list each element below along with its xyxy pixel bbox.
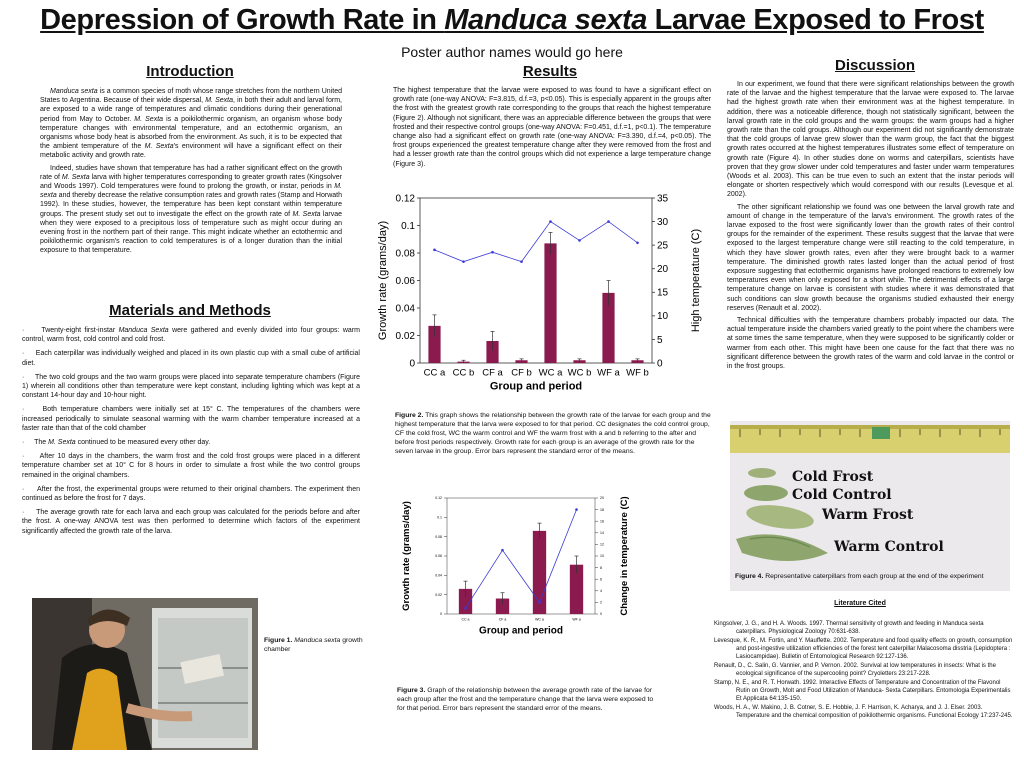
y2-tick-label: 12 (600, 542, 604, 547)
discussion-text: In our experiment, we found that there were significant relationships between the growth rate of the larvae and the highest temperature that the larvae were exposed to. The larvae had the highest growth rate when their environment was at the highest temperature. In addition, there was a noticeable difference, though not statistically significant, between the larval growth rate in the cold groups and the warm groups: the warm groups had a higher growth rate than the cold groups. Although our experiment did not significantly demonstrate that the cold groups of larvae grew slower than the warm group, the fact that the biggest growth rates occurred at the highest temperatures illustrates some effect of temperature on growth rate (Figure 4). In other studies done on worms and caterpillars, scientists have proven that they grow slower under cold temperatures and faster under warm temperatures (Woods et al. 2003). This can be true even to such an extent that the instar periods will elongate or shorten respectively which would correspond with our results (Levesque et al. 2002). The other significant relationship we found was one between the larval growth rate and amount of change in the temperature of the larva's environment. The growth rates of the larvae exposed to the frost were significantly lower than the growth rates of their control groups for the remainder of the experiment. These results suggest that the larvae that were exposed to the largest temperature change were still reacting to the cold temperature, in which they have slower growth rates, even after they were brought back to a warmer temperature. The diminished growth rates lasted longer than the actual period of frost exposure suggesting that ectothermic organisms have prolonged reactions to extremely low temperatures even when only exposed for a short while. The detrimental effects of a large temperature change on larvae is consistent with studies where it was demonstrated that such conditions can slow growth because the organisms studied exhausted their energy reserves (Renault et al. 2002). Technical difficulties with the temperature chambers probably impacted our data. The actual temperature inside the chambers varied greatly to the point where the chambers were at some times the same temperature, when they were supposed to be significantly colder or warmer from each other. This might have been one cause for the fact that there was no significant difference between the growth rates of the warm and cold larvae in the control or in the frost groups. (727, 81, 1014, 371)
temperature-point (520, 260, 523, 263)
y-tick-label: 0.08 (435, 534, 442, 539)
figure-3-chart (395, 494, 650, 670)
x-axis-label: Group and period (489, 380, 583, 393)
y-tick-label: 0 (440, 612, 442, 617)
plot-area (420, 198, 652, 363)
y2-tick-label: 10 (600, 554, 604, 559)
methods-item: · The average growth rate for each larva and each group was calculated for the periods before and after the frost. A one-way ANOVA test was then performed to determine which factors of the experiment significantly affected the growth rate of the larva. (22, 509, 360, 535)
y-axis-label: Growth rate (grams/day) (377, 220, 389, 341)
temperature-point (575, 508, 578, 511)
methods-item: · Each caterpillar was individually weighed and placed in its own plastic cup with a small cube of artificial diet. (22, 350, 360, 367)
discussion-heading: Discussion (834, 57, 916, 74)
x-tick-label: WC b (567, 367, 592, 379)
temperature-point (549, 220, 552, 223)
y2-tick-label: 2 (600, 600, 602, 605)
photo-label-cold-control: Cold Control (792, 487, 892, 503)
figure-3-caption: Figure 3. Graph of the relationship between the average growth rate of the larvae for each group after the frost and the temperature change that the larva were exposed to for that period. Error bars represent the standard error of the means. (397, 687, 654, 712)
x-tick-label: CC a (423, 367, 446, 379)
y2-tick-label: 14 (600, 530, 604, 535)
y2-tick-label: 5 (657, 334, 663, 346)
y-tick-label: 0.06 (435, 554, 442, 559)
y2-tick-label: 20 (657, 264, 669, 276)
y2-tick-label: 6 (600, 577, 602, 582)
y-tick-label: 0.12 (395, 193, 415, 205)
temperature-point (491, 251, 494, 254)
results-heading: Results (522, 63, 578, 80)
temperature-point (462, 260, 465, 263)
y-tick-label: 0.1 (401, 220, 415, 232)
results-text: The highest temperature that the larvae were exposed to was found to have a significant effect on growth rate (one-way ANOVA: F=3.815, d.f.=3, p<0.05). This is especially apparent in the groups after the frost with the greatest growth rate corresponding to the groups that reach the highest temperature (Figure 2). Although not significant, there was an appreciable difference between the groups that were frosted and their respective control groups (one-way ANOVA: F=0.451, d.f.=1, p<0.1). The temperature change also had a significant effect on growth rate (one-way ANOVA: F=3.390, d.f.=4, p<0.05). The frost groups experienced the greatest temperature change after they were removed from the frost and had a lesser growth rate than the control groups which did not experience a large temperature change (Figure 3). (393, 87, 711, 168)
x-tick-label: CF b (511, 367, 532, 379)
y-tick-label: 0.04 (435, 573, 442, 578)
y2-axis-label: Change in temperature (C) (619, 496, 630, 616)
y2-tick-label: 25 (657, 240, 669, 252)
y-tick-label: 0.06 (395, 275, 415, 287)
reference-item: Kingsolver, J. G., and H. A. Woods. 1997. Thermal sensitivity of growth and feeding in Manduca sexta caterpillars. Physiological Zoology 70:631-638. (714, 621, 984, 635)
methods-item: · After the frost, the experimental groups were returned to their original chambers. The experiment then continued as before the frost for 7 days. (22, 485, 360, 503)
y-tick-label: 0.02 (435, 592, 442, 597)
x-tick-label: WF b (626, 367, 649, 379)
figure-2-chart (372, 188, 712, 402)
literature-list (714, 620, 1014, 721)
methods-list (22, 326, 360, 541)
reference-item: Woods, H. A., W. Makino, J. B. Cotner, S. E. Hobbie, J. F. Harrison, K. Acharya, and J. J. Elser. 2003. Temperature and the chemical composition of poikilothermic organisms. Functional Ecology 17:237-245. (714, 705, 1013, 719)
poster-authors: Poster author names would go here (401, 44, 623, 60)
temperature-point (433, 249, 436, 252)
introduction-text: Manduca sexta is a common species of moth whose range stretches from the northern United States to Argentina. Because of their wide dispersal, M. Sexta, in both their adult and larval form, are exposed to a wide range of temperatures and climatic conditions during their generational period from May to October. M. Sexta is a poikilothermic organism, an organism whose body temperature changes with environmental temperature, and an ectothermic organism, an organisms whose body heat is absorbed from the environment. As such, it is to be expected that the ambient temperature of the M. Sexta's environment will have a significant effect on their metabolic activity and growth rate. Indeed, studies have shown that temperature has had a rather significant effect on the growth rate of M. Sexta larva with higher temperatures corresponding to greater growth rates (Kingsolver and Woods 1997). Cold temperatures were found to prolong the growth, or instar, periods in M. sexta and thereby decrease the relative consumption rates and growth rates (Stamp and Horwath 1992). In these studies, however, the temperature has been kept constant within temperature groups. The present study set out to investigate the effect on the growth rate of M. Sexta larvae when they were exposed to a precipitous loss of temperature such as might occur during an evening frost in the northern part of their range. This might indicate whether an ectothermic and poikilothermic organism's reaction to cold temperatures is of a longer duration than the initial exposure to that temperature. (40, 88, 343, 255)
growth-chamber-photo (32, 598, 258, 750)
y-axis-label: Growth rate (grams/day) (401, 501, 412, 611)
x-axis-label: Group and period (479, 625, 563, 637)
y2-tick-label: 0 (600, 612, 602, 617)
figure-2-caption: Figure 2. This graph shows the relationship between the growth rate of the larvae for each group and the highest temperature that the larva were exposed to for that period. CC designates the cold control group, CF the cold frost, WC the warm control and WF the warm frost with a and b referring to the after and before frost periods respectively. Growth rate for each group is an average of the growth rate for the seven larvae in the group. Error bars represent the standard error of the means. (395, 412, 711, 455)
temperature-point (464, 607, 467, 610)
y2-tick-label: 0 (657, 358, 663, 370)
y-tick-label: 0.04 (395, 303, 415, 315)
methods-item: · Twenty-eight first-instar Manduca Sexta were gathered and evenly divided into four groups: warm control, warm frost, cold control and cold frost. (22, 327, 360, 344)
methods-heading: Materials and Methods (109, 302, 271, 319)
temperature-point (636, 241, 639, 244)
literature-heading: Literature Cited (834, 600, 886, 607)
poster-title: Depression of Growth Rate in Manduca sexta Larvae Exposed to Frost (40, 4, 984, 36)
caterpillars-photo (730, 421, 1010, 591)
reference-item: Renault, D., C. Salin, G. Vannier, and P. Vernon. 2002. Survival at low temperatures in insects: What is the ecological significance of the supercooling point? Cryoletters 23:217-228. (714, 663, 996, 677)
bar (544, 243, 556, 363)
temperature-point (578, 239, 581, 242)
introduction-heading: Introduction (146, 63, 234, 80)
y-tick-label: 0.08 (395, 248, 415, 260)
x-tick-label: CF a (498, 617, 507, 622)
figure-4-caption: Figure 4. Representative caterpillars from each group at the end of the experiment (735, 573, 984, 580)
y2-tick-label: 30 (657, 216, 669, 228)
x-tick-label: WF a (572, 617, 581, 622)
y-tick-label: 0.12 (435, 496, 442, 501)
x-tick-label: WC a (535, 617, 544, 622)
y-tick-label: 0.1 (437, 515, 442, 520)
y2-tick-label: 20 (600, 496, 604, 501)
methods-item: · Both temperature chambers were initially set at 15° C. The temperatures of the chambers were increased periodically to simulate seasonal warming with the warm chamber temperature increased at a faster rate than that of the cold chamber (22, 406, 360, 432)
y2-tick-label: 10 (657, 311, 669, 323)
temperature-point (538, 601, 541, 604)
y2-tick-label: 8 (600, 565, 602, 570)
methods-item: · After 10 days in the chambers, the warm frost and the cold frost groups were placed in a different temperature chamber set at 10° C for 8 hours in order to simulate a frost while the two control groups remained in the original chambers. (22, 453, 360, 479)
y2-tick-label: 4 (600, 588, 602, 593)
x-tick-label: WC a (538, 367, 563, 379)
reference-item: Stamp, N. E., and R. T. Horwath. 1992. Interactive Effects of Temperature and Concentration of the Flavonol Rutin on Growth, Molt and Food Utilization of Manduca- Sexta Caterpillars. Entomologia Experimentalis Et Applicata 64:135-150. (714, 680, 1011, 702)
y2-tick-label: 15 (657, 287, 669, 299)
y-tick-label: 0.02 (395, 330, 415, 342)
figure-1-caption: Figure 1. Manduca sexta growth chamber (264, 637, 363, 653)
photo-label-warm-control: Warm Control (834, 539, 944, 555)
y2-tick-label: 35 (657, 193, 669, 205)
x-tick-label: WF a (597, 367, 620, 379)
y2-tick-label: 18 (600, 507, 604, 512)
temperature-point (501, 549, 504, 552)
photo-label-cold-frost: Cold Frost (792, 469, 874, 485)
photo-label-warm-frost: Warm Frost (822, 507, 914, 523)
methods-item: · The two cold groups and the two warm groups were placed into separate temperature chambers (Figure 1) wherein all conditions other than temperature were kept constant, including lighting which was kept at a constant 14-hour day and 10-hour night. (22, 373, 360, 400)
y2-axis-label: High temperature (C) (690, 228, 702, 333)
temperature-point (607, 220, 610, 223)
y2-tick-label: 16 (600, 519, 604, 524)
x-tick-label: CF a (482, 367, 503, 379)
x-tick-label: CC b (452, 367, 475, 379)
reference-item: Levesque, K. R., M. Fortin, and Y. Mauffette. 2002. Temperature and food quality effects on growth, consumption and post-ingestive utilization efficiencies of the forest tent caterpillar Malacosoma disstria (Lepidoptera : Lasiocampidae). Bulletin of Entomological Research 92:127-136. (714, 638, 1013, 660)
methods-item: · The M. Sexta continued to be measured every other day. (22, 439, 211, 447)
x-tick-label: CC a (461, 617, 470, 622)
y-tick-label: 0 (409, 358, 415, 370)
